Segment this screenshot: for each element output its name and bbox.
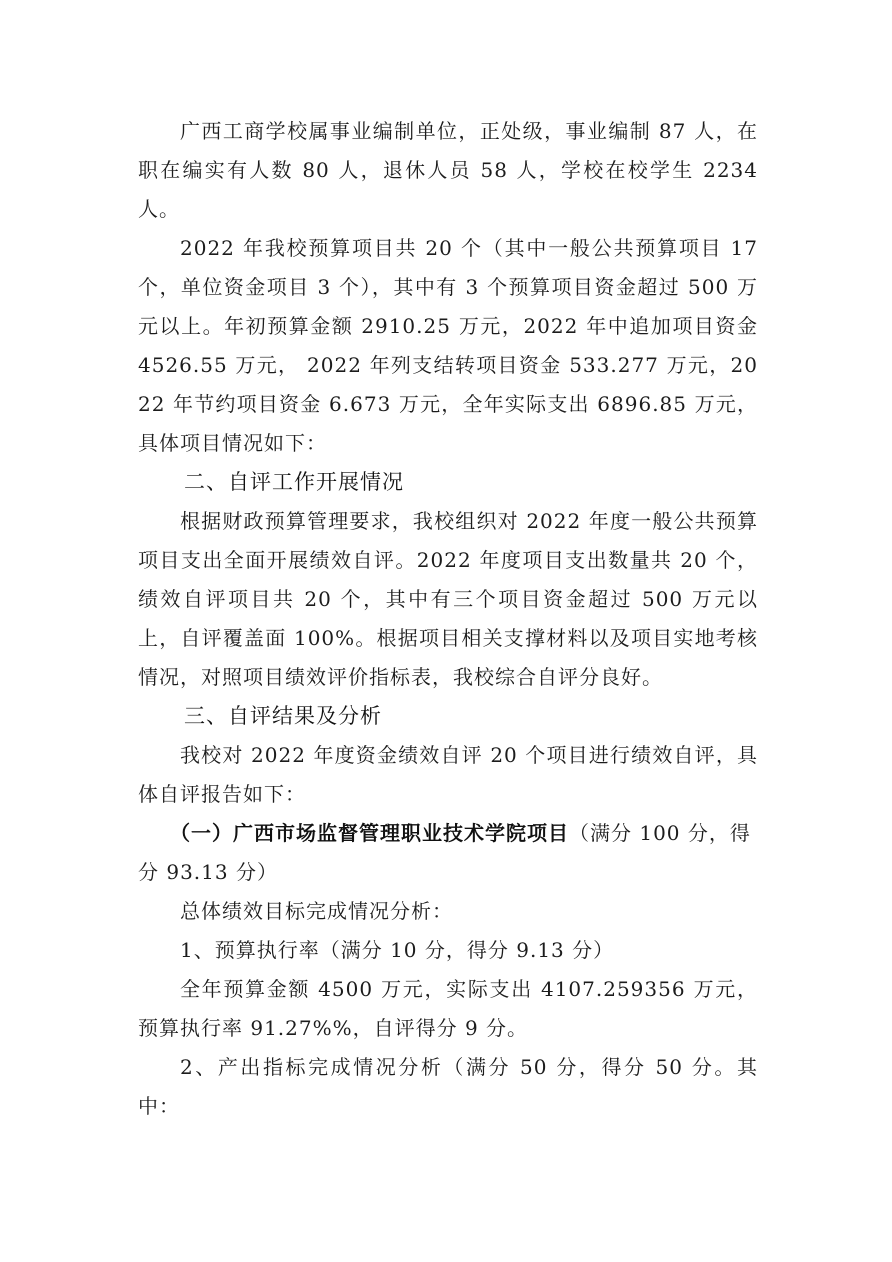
section3-paragraph: 我校对 2022 年度资金绩效自评 20 个项目进行绩效自评，具体自评报告如下： (138, 743, 758, 806)
point-1-detail: 全年预算金额 4500 万元，实际支出 4107.259356 万元，预算执行率 91.27%%，自评得分 9 分。 (138, 977, 758, 1040)
overall-analysis-label: 总体绩效目标完成情况分析： (180, 899, 453, 923)
section-heading-2: 二、自评工作开展情况 (184, 470, 404, 494)
item-heading-1 (138, 814, 758, 892)
point-2-title: 2、产出指标完成情况分析（满分 50 分，得分 50 分。其中： (138, 1055, 758, 1118)
section-heading-3: 三、自评结果及分析 (184, 704, 382, 728)
item-score: （满分 100 分，得分 93.13 分） (138, 821, 751, 884)
intro-paragraph-2: 2022 年我校预算项目共 20 个（其中一般公共预算项目 17 个，单位资金项目 3 个），其中有 3 个预算项目资金超过 500 万元以上。年初预算金额 2910.25 万元，2022 年中追加项目资金 4526.55 万元， 2022 年列支结转项目资金 533.277 万元，2022 年节约项目资金 6.673 万元，全年实际支出 6896.85 万元，具体项目情况如下： (138, 236, 758, 455)
section2-paragraph: 根据财政预算管理要求，我校组织对 2022 年度一般公共预算项目支出全面开展绩效自评。2022 年度项目支出数量共 20 个，绩效自评项目共 20 个，其中有三个项目资金超过 500 万元以上，自评覆盖面 100%。根据项目相关支撑材料以及项目实地考核情况，对照项目绩效评价指标表，我校综合自评分良好。 (138, 509, 758, 689)
document-body (138, 112, 758, 1126)
intro-paragraph-1: 广西工商学校属事业编制单位，正处级，事业编制 87 人，在职在编实有人数 80 人，退休人员 58 人，学校在校学生 2234 人。 (138, 119, 758, 221)
item-title: （一）广西市场监督管理职业技术学院项目 (170, 821, 569, 845)
point-1-title: 1、预算执行率（满分 10 分，得分 9.13 分） (180, 938, 615, 962)
